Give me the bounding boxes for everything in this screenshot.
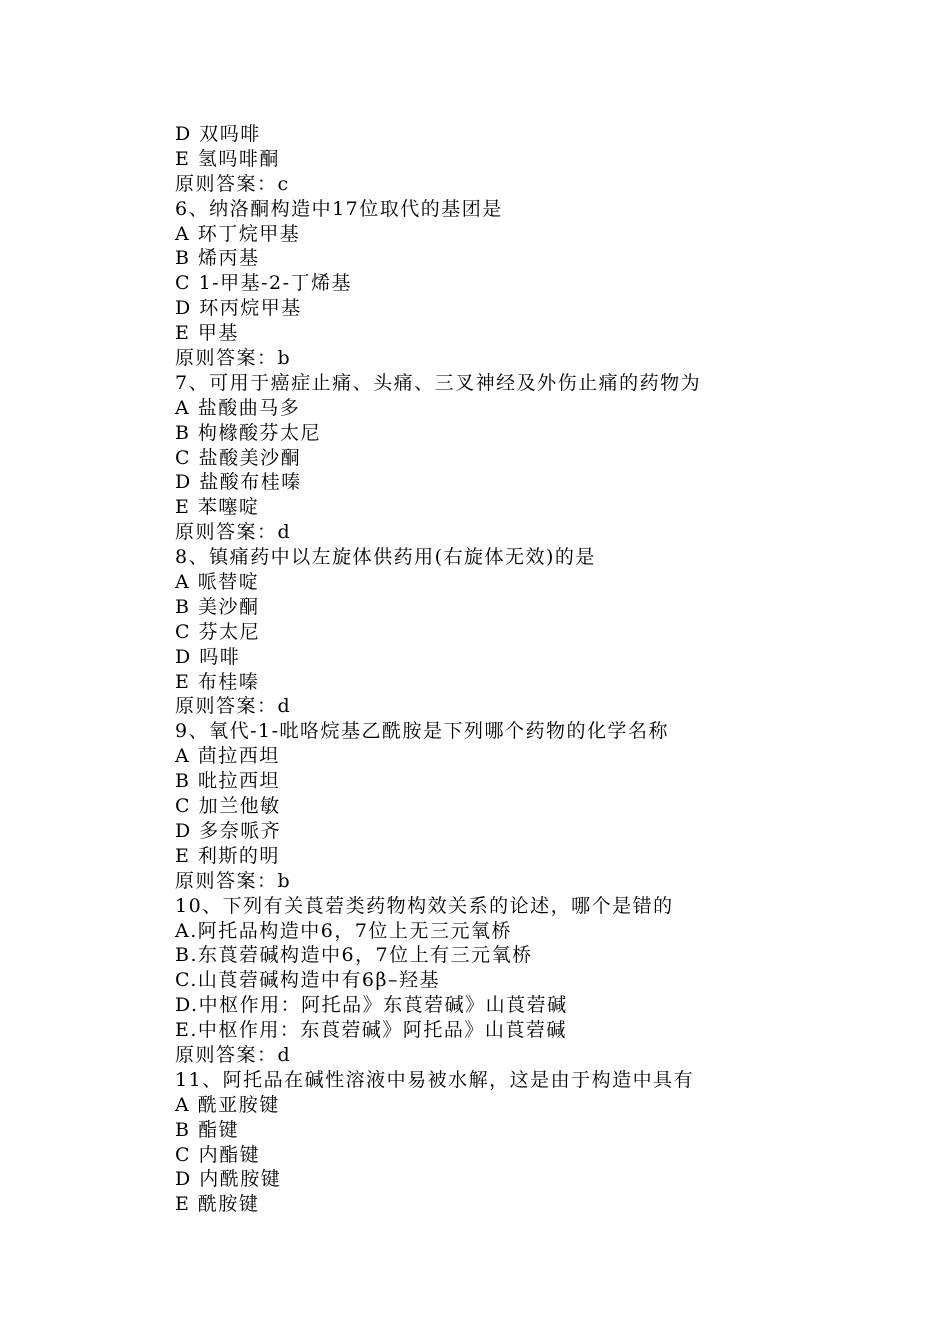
question-8: 8、镇痛药中以左旋体供药用(右旋体无效)的是	[175, 546, 596, 569]
option-e-q6: E 甲基	[175, 322, 239, 345]
question-9: 9、氧代-1-吡咯烷基乙酰胺是下列哪个药物的化学名称	[175, 720, 670, 743]
option-b-q9: B 吡拉西坦	[175, 770, 281, 793]
answer-q9: 原则答案：b	[175, 869, 292, 892]
answer-q8: 原则答案：d	[175, 695, 292, 718]
option-a-q8: A 哌替啶	[175, 571, 260, 594]
answer-q7: 原则答案：d	[175, 521, 292, 544]
option-e-q8: E 布桂嗪	[175, 670, 260, 693]
option-d-q7: D 盐酸布桂嗪	[175, 471, 302, 494]
option-d-q6: D 环丙烷甲基	[175, 297, 302, 320]
answer-q10: 原则答案：d	[175, 1043, 292, 1066]
option-e-q9: E 利斯的明	[175, 844, 280, 867]
document-body	[175, 122, 895, 1217]
option-c-q9: C 加兰他敏	[175, 795, 281, 818]
question-7: 7、可用于癌症止痛、头痛、三叉神经及外伤止痛的药物为	[175, 371, 702, 394]
option-c-q11: C 内酯键	[175, 1143, 261, 1166]
option-e-q11: E 酰胺键	[175, 1193, 260, 1216]
option-d-q10: D.中枢作用：阿托品》东莨菪碱》山莨菪碱	[175, 994, 568, 1017]
option-b-q11: B 酯键	[175, 1118, 240, 1141]
option-b-q8: B 美沙酮	[175, 595, 260, 618]
option-c-q7: C 盐酸美沙酮	[175, 446, 302, 469]
option-d-q8: D 吗啡	[175, 645, 241, 668]
question-6: 6、纳洛酮构造中17位取代的基团是	[175, 197, 503, 220]
option-c-q6: C 1-甲基-2-丁烯基	[175, 272, 353, 295]
option-e-q10: E.中枢作用：东莨菪碱》阿托品》山莨菪碱	[175, 1019, 567, 1042]
question-10: 10、下列有关莨菪类药物构效关系的论述，哪个是错的	[175, 894, 674, 917]
option-b-q6: B 烯丙基	[175, 247, 260, 270]
option-a-q7: A 盐酸曲马多	[175, 396, 301, 419]
question-11: 11、阿托品在碱性溶液中易被水解，这是由于构造中具有	[175, 1068, 695, 1091]
option-d-q5: D 双吗啡	[175, 123, 261, 145]
option-e-q5: E 氢吗啡酮	[175, 147, 280, 170]
option-d-q11: D 内酰胺键	[175, 1168, 282, 1191]
option-a-q11: A 酰亚胺键	[175, 1093, 280, 1116]
option-b-q10: B.东莨菪碱构造中6，7位上有三元氧桥	[175, 944, 533, 967]
option-b-q7: B 枸橼酸芬太尼	[175, 421, 322, 444]
option-c-q10: C.山莨菪碱构造中有6β–羟基	[175, 969, 440, 992]
option-c-q8: C 芬太尼	[175, 620, 261, 643]
answer-q5: 原则答案：c	[175, 172, 290, 195]
answer-q6: 原则答案：b	[175, 347, 292, 370]
option-e-q7: E 苯噻啶	[175, 496, 260, 519]
option-a-q9: A 茴拉西坦	[175, 745, 280, 768]
option-d-q9: D 多奈哌齐	[175, 819, 282, 842]
option-a-q6: A 环丁烷甲基	[175, 222, 301, 245]
option-a-q10: A.阿托品构造中6，7位上无三元氧桥	[175, 919, 512, 942]
